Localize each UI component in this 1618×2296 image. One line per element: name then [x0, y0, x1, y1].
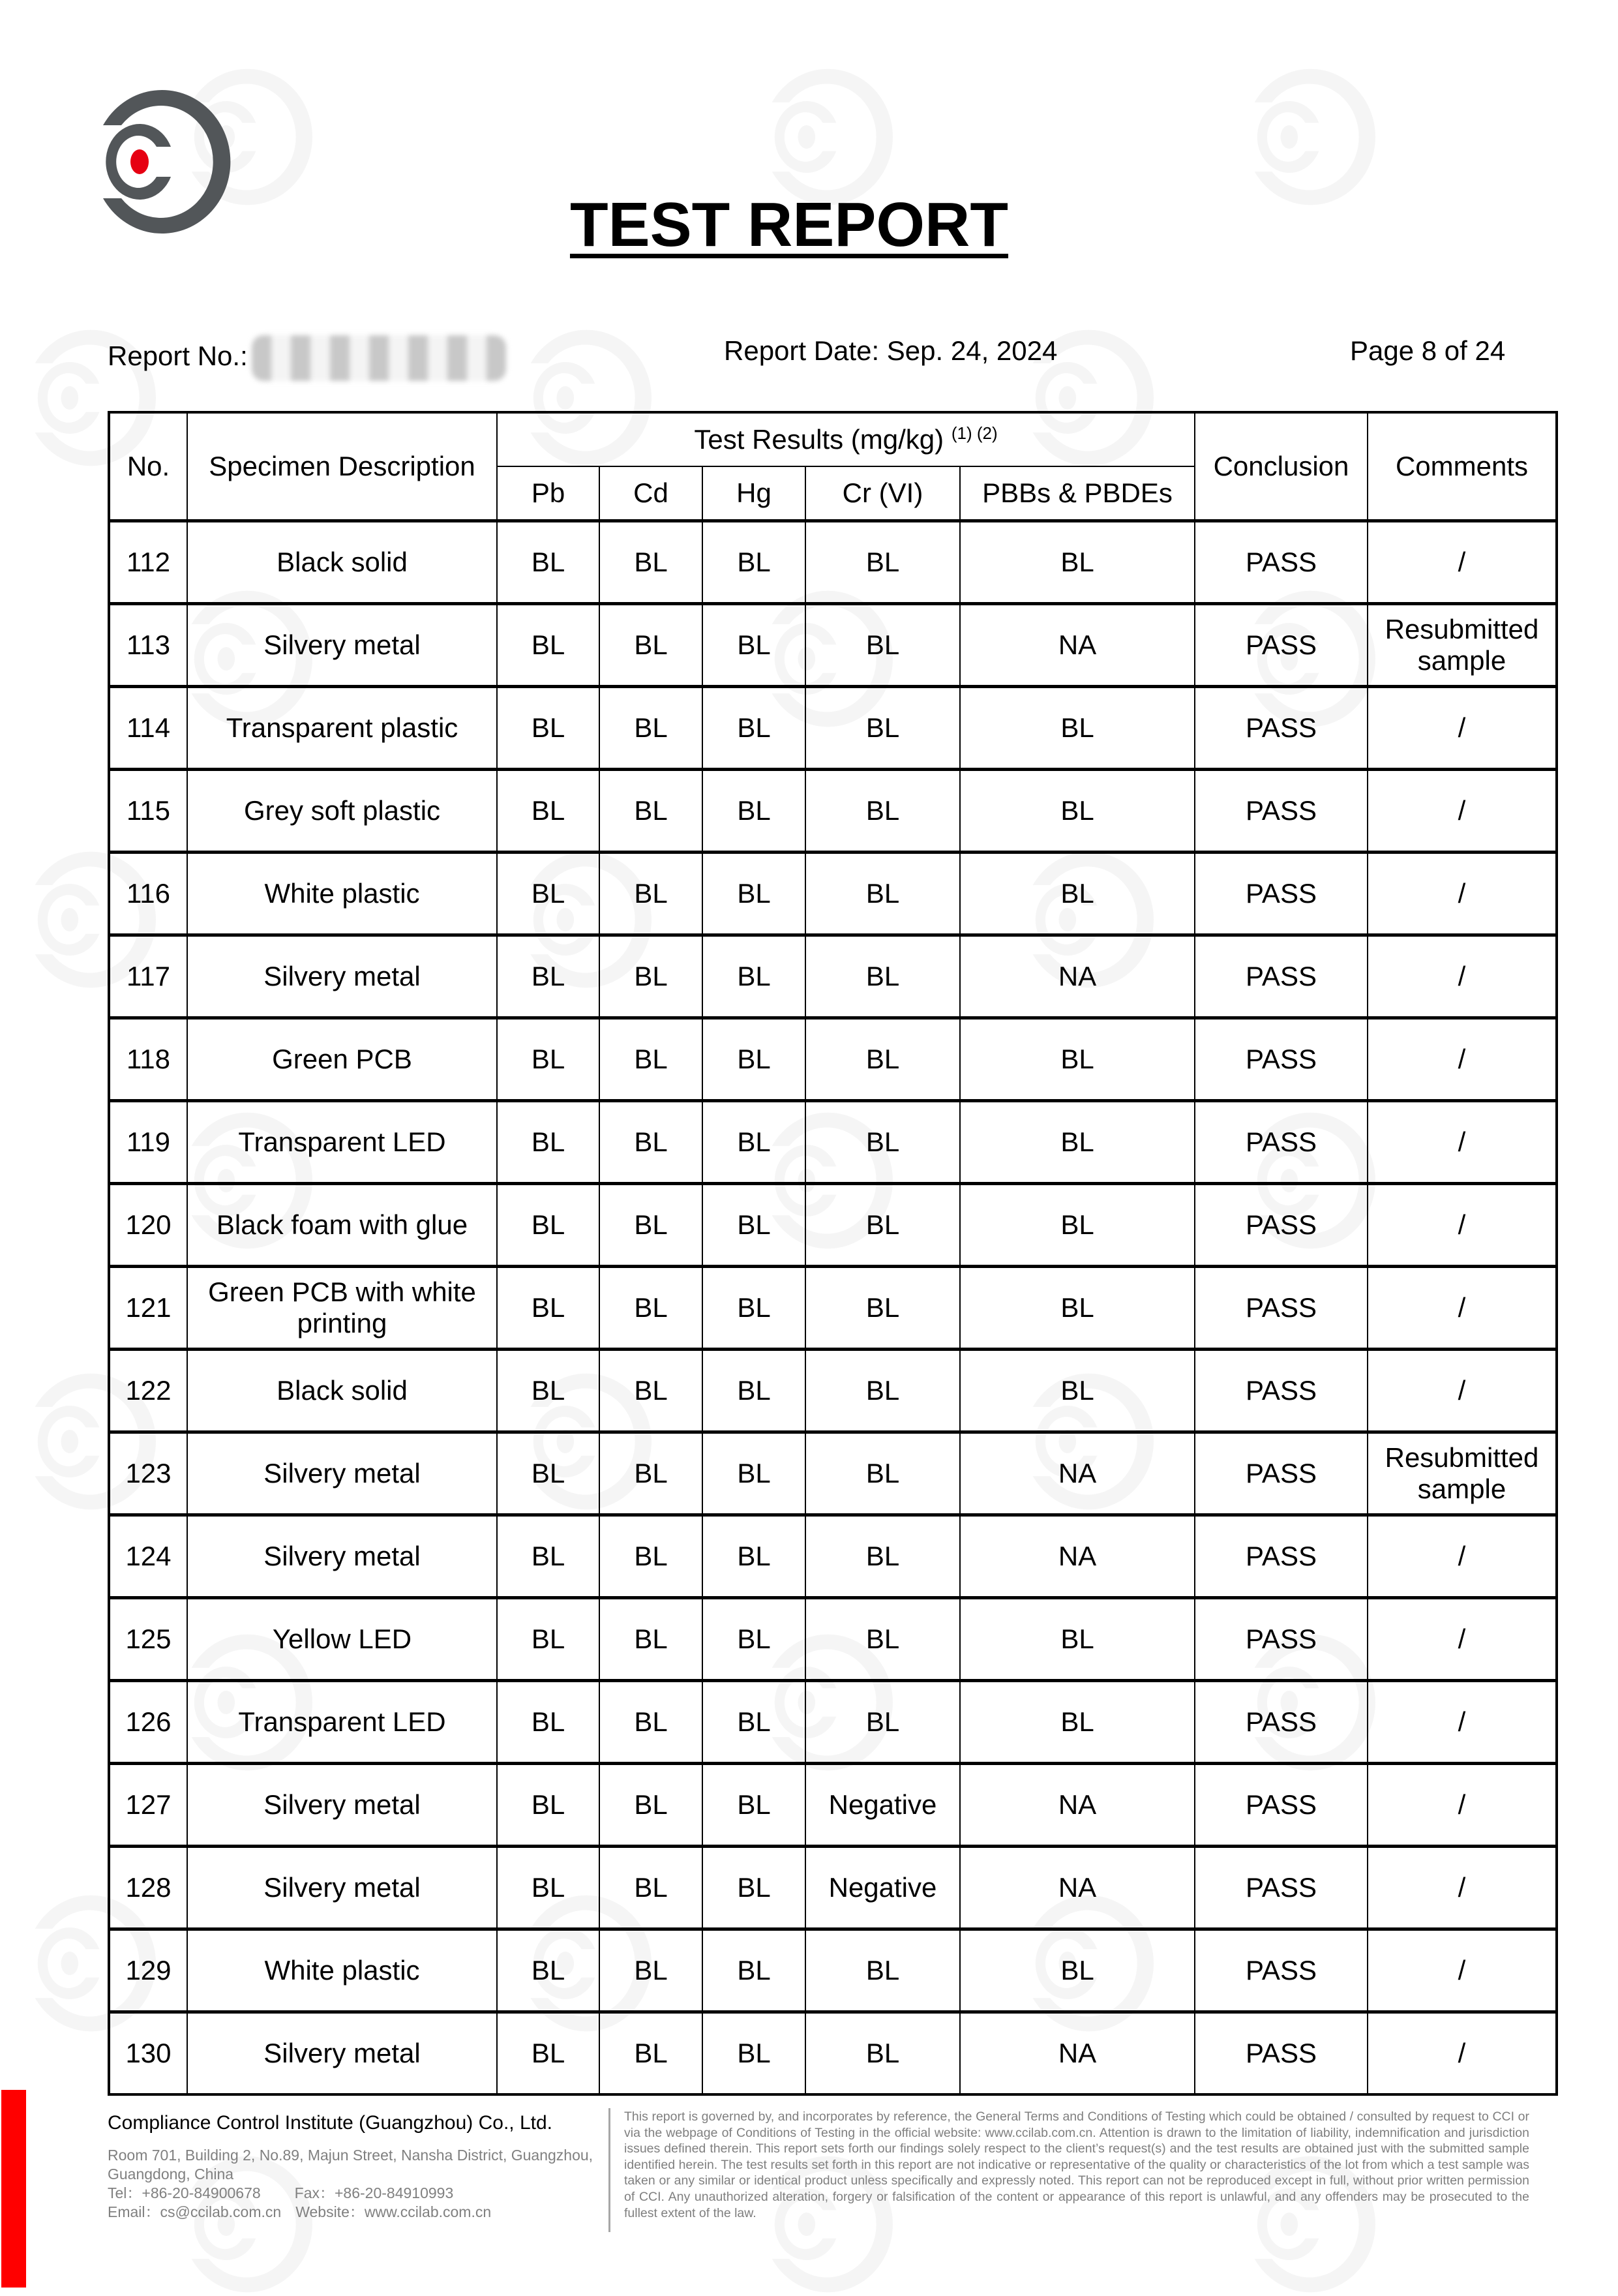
- page-title: [0, 189, 1578, 261]
- conclusion: PASS: [1195, 1267, 1368, 1350]
- pbbs-pbdes-result: BL: [960, 1350, 1195, 1432]
- comments: /: [1368, 1598, 1557, 1681]
- hg-result: BL: [702, 1929, 805, 2012]
- phone-fax: [108, 2184, 603, 2203]
- comments: /: [1368, 1184, 1557, 1267]
- cr-vi-result: BL: [805, 1350, 960, 1432]
- cr-vi-result: BL: [805, 1681, 960, 1764]
- pbbs-pbdes-result: NA: [960, 604, 1195, 687]
- table-row: [109, 1929, 1557, 2012]
- conclusion: PASS: [1195, 687, 1368, 770]
- pb-result: BL: [497, 1764, 599, 1847]
- pb-result: BL: [497, 2012, 599, 2095]
- footnote-refs: (1) (2): [951, 423, 998, 443]
- row-number: 125: [109, 1598, 187, 1681]
- cr-vi-result: BL: [805, 853, 960, 935]
- comments: /: [1368, 1847, 1557, 1929]
- row-number: 114: [109, 687, 187, 770]
- cd-result: BL: [599, 853, 702, 935]
- hg-result: BL: [702, 935, 805, 1018]
- cd-result: BL: [599, 1018, 702, 1101]
- hg-result: BL: [702, 1764, 805, 1847]
- cr-vi-result: BL: [805, 604, 960, 687]
- cd-result: BL: [599, 1929, 702, 2012]
- page-number: Page 8 of 24: [1350, 335, 1506, 366]
- comments: /: [1368, 1515, 1557, 1598]
- cd-result: BL: [599, 1681, 702, 1764]
- table-row: [109, 1184, 1557, 1267]
- email-website: [108, 2203, 603, 2222]
- pbbs-pbdes-result: NA: [960, 1847, 1195, 1929]
- specimen-description: Silvery metal: [187, 2012, 497, 2095]
- conclusion: PASS: [1195, 1929, 1368, 2012]
- comments: Resubmitted sample: [1368, 604, 1557, 687]
- specimen-description: Transparent plastic: [187, 687, 497, 770]
- pbbs-pbdes-result: NA: [960, 1515, 1195, 1598]
- table-row: [109, 1267, 1557, 1350]
- cr-vi-result: BL: [805, 1598, 960, 1681]
- pb-result: BL: [497, 1101, 599, 1184]
- hg-result: BL: [702, 853, 805, 935]
- telephone: Tel：+86-20-84900678: [108, 2184, 261, 2201]
- conclusion: PASS: [1195, 1598, 1368, 1681]
- pb-result: BL: [497, 687, 599, 770]
- fax: Fax：+86-20-84910993: [294, 2184, 454, 2201]
- pbbs-pbdes-result: BL: [960, 1184, 1195, 1267]
- pb-result: BL: [497, 1598, 599, 1681]
- website: Website：www.ccilab.com.cn: [295, 2203, 492, 2220]
- header-pbbs-pbdes: PBBs & PBDEs: [960, 466, 1195, 521]
- specimen-description: White plastic: [187, 1929, 497, 2012]
- row-number: 127: [109, 1764, 187, 1847]
- cr-vi-result: Negative: [805, 1847, 960, 1929]
- pb-result: BL: [497, 770, 599, 853]
- conclusion: PASS: [1195, 1764, 1368, 1847]
- row-number: 119: [109, 1101, 187, 1184]
- cr-vi-result: BL: [805, 687, 960, 770]
- hg-result: BL: [702, 1681, 805, 1764]
- title-text: TEST REPORT: [569, 190, 1009, 260]
- redacted-report-number: [252, 335, 506, 381]
- table-row: [109, 1681, 1557, 1764]
- comments: /: [1368, 853, 1557, 935]
- address-line-2: Guangdong, China: [108, 2166, 234, 2183]
- comments: /: [1368, 2012, 1557, 2095]
- cd-result: BL: [599, 604, 702, 687]
- header-comments: Comments: [1368, 412, 1557, 521]
- header-no: No.: [109, 412, 187, 521]
- cd-result: BL: [599, 1432, 702, 1515]
- row-number: 129: [109, 1929, 187, 2012]
- hg-result: BL: [702, 770, 805, 853]
- cd-result: BL: [599, 2012, 702, 2095]
- row-number: 123: [109, 1432, 187, 1515]
- row-number: 113: [109, 604, 187, 687]
- hg-result: BL: [702, 1184, 805, 1267]
- test-results-label: Test Results (mg/kg): [694, 423, 944, 455]
- pb-result: BL: [497, 1267, 599, 1350]
- comments: /: [1368, 1350, 1557, 1432]
- row-number: 128: [109, 1847, 187, 1929]
- test-results-table: [108, 411, 1558, 2096]
- comments: /: [1368, 1681, 1557, 1764]
- pb-result: BL: [497, 1018, 599, 1101]
- conclusion: PASS: [1195, 770, 1368, 853]
- cd-result: BL: [599, 1598, 702, 1681]
- specimen-description: Green PCB: [187, 1018, 497, 1101]
- conclusion: PASS: [1195, 853, 1368, 935]
- table-row: [109, 687, 1557, 770]
- specimen-description: Silvery metal: [187, 1764, 497, 1847]
- watermark-logo-icon: [757, 65, 900, 209]
- table-row: [109, 1764, 1557, 1847]
- specimen-description: Black foam with glue: [187, 1184, 497, 1267]
- conclusion: PASS: [1195, 1184, 1368, 1267]
- address-line-1: Room 701, Building 2, No.89, Majun Street, Nansha District, Guangzhou,: [108, 2147, 593, 2164]
- conclusion: PASS: [1195, 1515, 1368, 1598]
- cd-result: BL: [599, 1184, 702, 1267]
- specimen-description: Silvery metal: [187, 1432, 497, 1515]
- cr-vi-result: BL: [805, 935, 960, 1018]
- pbbs-pbdes-result: NA: [960, 1432, 1195, 1515]
- table-row: [109, 770, 1557, 853]
- side-accent-bar: [1, 2090, 26, 2288]
- specimen-description: Transparent LED: [187, 1101, 497, 1184]
- cd-result: BL: [599, 1101, 702, 1184]
- hg-result: BL: [702, 1018, 805, 1101]
- specimen-description: Grey soft plastic: [187, 770, 497, 853]
- pb-result: BL: [497, 1929, 599, 2012]
- pbbs-pbdes-result: BL: [960, 1267, 1195, 1350]
- pb-result: BL: [497, 1681, 599, 1764]
- conclusion: PASS: [1195, 1432, 1368, 1515]
- hg-result: BL: [702, 1101, 805, 1184]
- hg-result: BL: [702, 687, 805, 770]
- table-row: [109, 853, 1557, 935]
- pbbs-pbdes-result: BL: [960, 521, 1195, 604]
- cd-result: BL: [599, 687, 702, 770]
- conclusion: PASS: [1195, 1681, 1368, 1764]
- specimen-description: Green PCB with white printing: [187, 1267, 497, 1350]
- cd-result: BL: [599, 521, 702, 604]
- hg-result: BL: [702, 1267, 805, 1350]
- company-address: [108, 2146, 603, 2222]
- comments: /: [1368, 1018, 1557, 1101]
- cr-vi-result: BL: [805, 1267, 960, 1350]
- row-number: 122: [109, 1350, 187, 1432]
- pbbs-pbdes-result: NA: [960, 2012, 1195, 2095]
- pbbs-pbdes-result: BL: [960, 1598, 1195, 1681]
- header-cr-vi: Cr (VI): [805, 466, 960, 521]
- conclusion: PASS: [1195, 1847, 1368, 1929]
- conclusion: PASS: [1195, 1101, 1368, 1184]
- cr-vi-result: BL: [805, 2012, 960, 2095]
- legal-disclaimer: This report is governed by, and incorporates by reference, the General Terms and Conditions of Testing which could be obtained / consulted by request to CCI or via the webpage of Conditions of Testing in the official website: www.ccilab.com.cn. Attention is drawn to the limitation of liability, indemnification and jurisdiction issues defined therein. This report sets forth our findings solely respect to the client’s request(s) and the test results are obtained just with the submitted sample identified herein. The test results set forth in this report are not indicative or representative of the quality or characteristics of the lot from which a test sample was taken or any similar or identical product unless specifically and expressly noted. This report can not be reproduced except in full, without prior written permission of CCI. Any unauthorized alteration, forgery or falsification of the content or appearance of this report is unlawful, and any offenders may be prosecuted to the fullest extent of the law.: [624, 2109, 1529, 2220]
- pb-result: BL: [497, 1515, 599, 1598]
- cr-vi-result: BL: [805, 1432, 960, 1515]
- table-row: [109, 521, 1557, 604]
- pbbs-pbdes-result: BL: [960, 1681, 1195, 1764]
- specimen-description: Silvery metal: [187, 1515, 497, 1598]
- row-number: 126: [109, 1681, 187, 1764]
- header-pb: Pb: [497, 466, 599, 521]
- pb-result: BL: [497, 1350, 599, 1432]
- cd-result: BL: [599, 935, 702, 1018]
- conclusion: PASS: [1195, 521, 1368, 604]
- cd-result: BL: [599, 1847, 702, 1929]
- cd-result: BL: [599, 770, 702, 853]
- table-row: [109, 935, 1557, 1018]
- comments: /: [1368, 687, 1557, 770]
- cr-vi-result: BL: [805, 1184, 960, 1267]
- comments: /: [1368, 770, 1557, 853]
- cr-vi-result: BL: [805, 1018, 960, 1101]
- hg-result: BL: [702, 1432, 805, 1515]
- specimen-description: Transparent LED: [187, 1681, 497, 1764]
- row-number: 120: [109, 1184, 187, 1267]
- specimen-description: White plastic: [187, 853, 497, 935]
- table-row: [109, 1515, 1557, 1598]
- pb-result: BL: [497, 521, 599, 604]
- pb-result: BL: [497, 1847, 599, 1929]
- pb-result: BL: [497, 1432, 599, 1515]
- pbbs-pbdes-result: BL: [960, 770, 1195, 853]
- cr-vi-result: BL: [805, 770, 960, 853]
- table-row: [109, 1847, 1557, 1929]
- cr-vi-result: BL: [805, 1101, 960, 1184]
- footer-divider: [608, 2108, 610, 2232]
- pbbs-pbdes-result: BL: [960, 1101, 1195, 1184]
- hg-result: BL: [702, 521, 805, 604]
- conclusion: PASS: [1195, 1018, 1368, 1101]
- cd-result: BL: [599, 1515, 702, 1598]
- header-cd: Cd: [599, 466, 702, 521]
- pbbs-pbdes-result: BL: [960, 1929, 1195, 2012]
- hg-result: BL: [702, 604, 805, 687]
- specimen-description: Black solid: [187, 521, 497, 604]
- table-row: [109, 2012, 1557, 2095]
- report-number-label: Report No.:: [108, 340, 248, 372]
- pbbs-pbdes-result: BL: [960, 1018, 1195, 1101]
- table-row: [109, 1101, 1557, 1184]
- header-conclusion: Conclusion: [1195, 412, 1368, 521]
- row-number: 115: [109, 770, 187, 853]
- pbbs-pbdes-result: NA: [960, 935, 1195, 1018]
- comments: /: [1368, 1101, 1557, 1184]
- table-row: [109, 604, 1557, 687]
- pbbs-pbdes-result: BL: [960, 853, 1195, 935]
- header-test-results: [497, 412, 1195, 466]
- conclusion: PASS: [1195, 604, 1368, 687]
- hg-result: BL: [702, 2012, 805, 2095]
- specimen-description: Yellow LED: [187, 1598, 497, 1681]
- cr-vi-result: Negative: [805, 1764, 960, 1847]
- row-number: 121: [109, 1267, 187, 1350]
- cd-result: BL: [599, 1267, 702, 1350]
- hg-result: BL: [702, 1515, 805, 1598]
- pb-result: BL: [497, 935, 599, 1018]
- row-number: 116: [109, 853, 187, 935]
- cr-vi-result: BL: [805, 521, 960, 604]
- company-name: Compliance Control Institute (Guangzhou) Co., Ltd.: [108, 2112, 553, 2134]
- comments: /: [1368, 521, 1557, 604]
- cr-vi-result: BL: [805, 1929, 960, 2012]
- conclusion: PASS: [1195, 935, 1368, 1018]
- hg-result: BL: [702, 1598, 805, 1681]
- comments: Resubmitted sample: [1368, 1432, 1557, 1515]
- table-row: [109, 1598, 1557, 1681]
- row-number: 118: [109, 1018, 187, 1101]
- specimen-description: Black solid: [187, 1350, 497, 1432]
- row-number: 124: [109, 1515, 187, 1598]
- comments: /: [1368, 935, 1557, 1018]
- row-number: 130: [109, 2012, 187, 2095]
- comments: /: [1368, 1929, 1557, 2012]
- table-row: [109, 1350, 1557, 1432]
- hg-result: BL: [702, 1350, 805, 1432]
- table-row: [109, 1432, 1557, 1515]
- conclusion: PASS: [1195, 1350, 1368, 1432]
- row-number: 112: [109, 521, 187, 604]
- header-specimen-description: Specimen Description: [187, 412, 497, 521]
- header-hg: Hg: [702, 466, 805, 521]
- comments: /: [1368, 1267, 1557, 1350]
- table-row: [109, 1018, 1557, 1101]
- email: Email：cs@ccilab.com.cn: [108, 2203, 282, 2220]
- cd-result: BL: [599, 1350, 702, 1432]
- cr-vi-result: BL: [805, 1515, 960, 1598]
- specimen-description: Silvery metal: [187, 604, 497, 687]
- pbbs-pbdes-result: NA: [960, 1764, 1195, 1847]
- report-date: Report Date: Sep. 24, 2024: [724, 335, 1058, 366]
- pb-result: BL: [497, 604, 599, 687]
- hg-result: BL: [702, 1847, 805, 1929]
- comments: /: [1368, 1764, 1557, 1847]
- conclusion: PASS: [1195, 2012, 1368, 2095]
- cd-result: BL: [599, 1764, 702, 1847]
- row-number: 117: [109, 935, 187, 1018]
- specimen-description: Silvery metal: [187, 935, 497, 1018]
- pb-result: BL: [497, 853, 599, 935]
- pb-result: BL: [497, 1184, 599, 1267]
- pbbs-pbdes-result: BL: [960, 687, 1195, 770]
- specimen-description: Silvery metal: [187, 1847, 497, 1929]
- watermark-logo-icon: [1239, 65, 1383, 209]
- report-number: [108, 335, 506, 381]
- footer-contact: [108, 2112, 603, 2222]
